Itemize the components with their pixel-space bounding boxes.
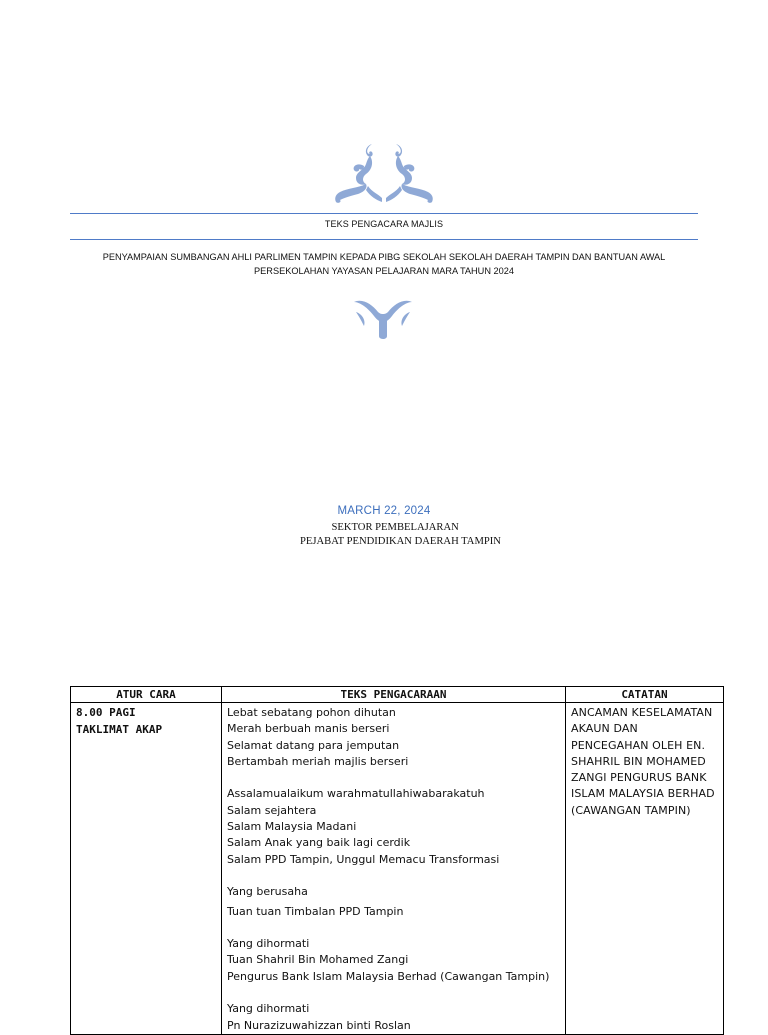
- table-row: [71, 703, 724, 1035]
- script-line: Bertambah meriah majlis berseri: [227, 754, 409, 768]
- script-line: Yang dihormati: [227, 1002, 310, 1016]
- column-header-teks-pengacaraan: TEKS PENGACARAAN: [222, 687, 566, 703]
- script-line: Assalamualaikum warahmatullahiwabarakatuh: [227, 787, 485, 801]
- script-line: Pn Nurazizuwahizzan binti Roslan: [227, 1018, 411, 1032]
- script-line: Yang berusaha: [227, 885, 308, 899]
- script-line: Tuan tuan Timbalan PPD Tampin: [227, 904, 404, 918]
- table-header-row: [71, 687, 724, 703]
- org-sector-line: [240, 522, 528, 533]
- subtitle-line-2: PERSEKOLAHAN YAYASAN PELAJARAN MARA TAHUN 2024: [254, 265, 514, 276]
- agenda-cell: [71, 703, 222, 1035]
- script-blank-line: [227, 770, 560, 786]
- script-line: Pengurus Bank Islam Malaysia Berhad (Cawangan Tampin): [227, 969, 550, 983]
- org-sector-text: SEKTOR PEMBELAJARAN: [331, 522, 459, 533]
- script-line: Selamat datang para jemputan: [227, 738, 400, 752]
- agenda-time: 8.00 PAGI: [76, 706, 136, 719]
- header-rule-bottom: [70, 239, 698, 240]
- header-rule-top: [70, 213, 698, 214]
- script-line: Salam Anak yang baik lagi cerdik: [227, 836, 411, 850]
- document-date: MARCH 22, 2024: [337, 505, 431, 517]
- script-line: Lebat sebatang pohon dihutan: [227, 706, 396, 719]
- document-title: TEKS PENGACARA MAJLIS: [324, 219, 444, 229]
- script-line: Salam PPD Tampin, Unggul Memacu Transformasi: [227, 852, 500, 866]
- script-line: Yang dihormati: [227, 937, 310, 951]
- column-header-catatan: CATATAN: [566, 687, 724, 703]
- fleur-divider-icon: [352, 296, 414, 340]
- column-header-atur-cara: ATUR CARA: [71, 687, 222, 703]
- note-text: ANCAMAN KESELAMATAN AKAUN DAN PENCEGAHAN OLEH EN. SHAHRIL BIN MOHAMED ZANGI PENGURUS BANK ISLAM MALAYSIA BERHAD (CAWANGAN TAMPIN): [571, 706, 715, 817]
- script-blank-line: [227, 868, 560, 884]
- org-office-text: PEJABAT PENDIDIKAN DAERAH TAMPIN: [300, 536, 501, 547]
- script-line: Salam sejahtera: [227, 803, 317, 817]
- note-cell: [566, 703, 724, 1035]
- agenda-table: [70, 686, 724, 1035]
- agenda-item: TAKLIMAT AKAP: [76, 722, 163, 736]
- script-line: Tuan Shahril Bin Mohamed Zangi: [227, 953, 409, 967]
- script-blank-line: [227, 920, 560, 936]
- script-blank-line: [227, 985, 560, 1001]
- script-line: Merah berbuah manis berseri: [227, 722, 390, 736]
- org-office-line: [240, 536, 528, 547]
- script-line: Salam Malaysia Madani: [227, 820, 357, 834]
- subtitle-line-1: PENYAMPAIAN SUMBANGAN AHLI PARLIMEN TAMPIN KEPADA PIBG SEKOLAH SEKOLAH DAERAH TAMPIN DAN BANTUAN AWAL: [102, 252, 666, 262]
- floral-flourish-icon: [328, 140, 440, 206]
- script-cell: [222, 703, 566, 1035]
- document-subtitle: [92, 251, 676, 278]
